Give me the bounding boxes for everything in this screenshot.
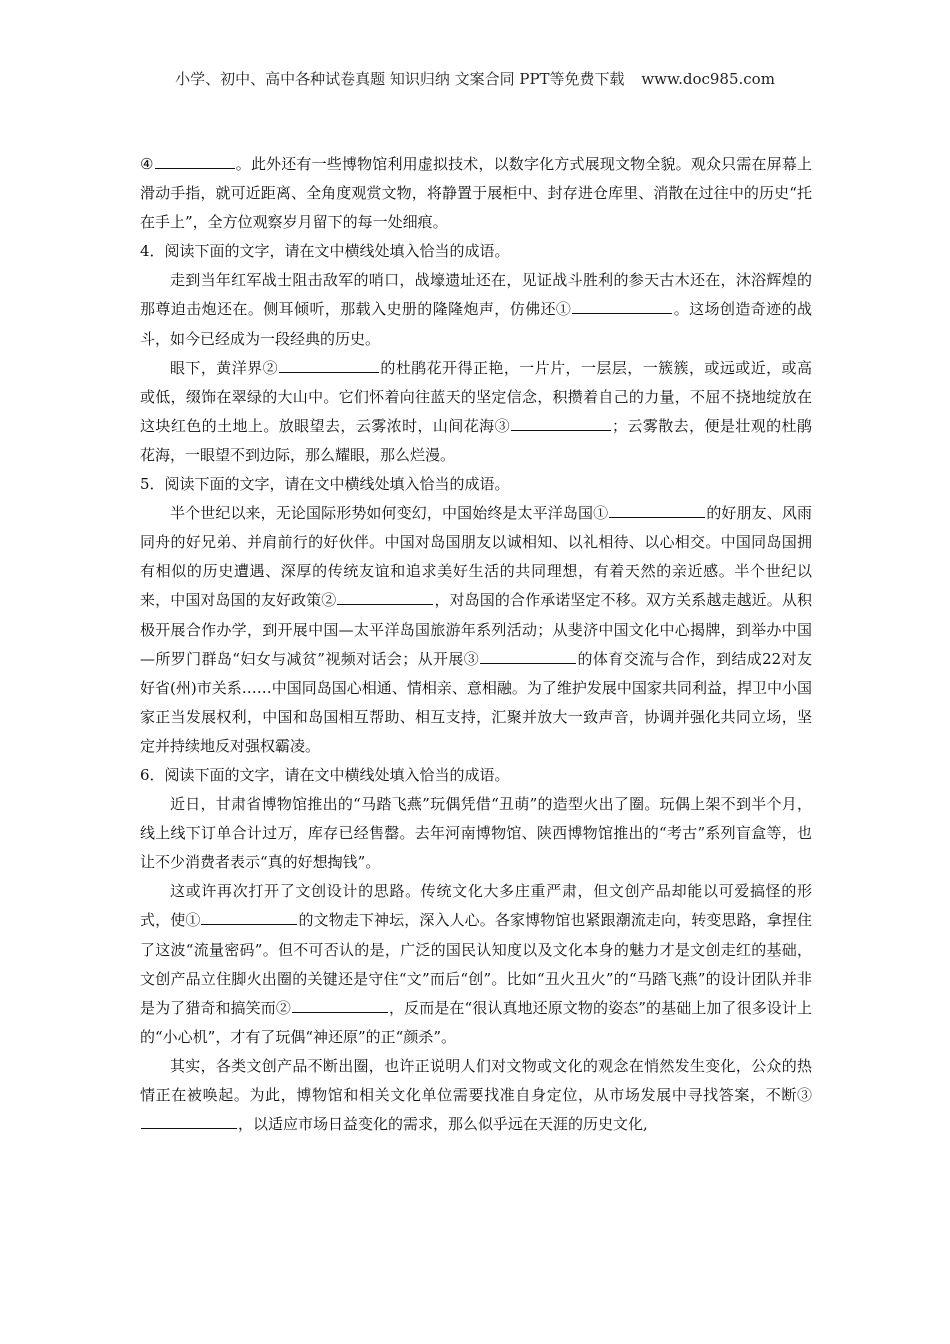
paragraph-text: 的文物走下神坛，深入人心。各家博物馆也紧跟潮流走向，转变思路，拿捏住了这波“流量密码”。但不可否认的是，广泛的国民认知度以及文化本身的魅力才是文创走红的基础，文创产品立住脚火出圈的关键还是守住“文”而后“创”。比如“丑火丑火”的“马踏飞燕”的设计团队并非是为了猎奇和搞笑而②: [140, 911, 812, 1017]
header-text: 小学、初中、高中各种试卷真题 知识归纳 文案合同 PPT等免费下载: [175, 70, 625, 88]
paragraph-text: 半个世纪以来，无论国际形势如何变幻，中国始终是太平洋岛国①: [170, 504, 609, 523]
paragraph-text: 这或许再次打开了文创设计的思路。传统文化大多庄重严肃，但文创产品却能以可爱搞怪的形式，使①: [140, 882, 812, 930]
paragraph-text: ，反而是在“很认真地还原文物的姿态”的基础上加了很多设计上的“小心机”，才有了玩偶“神还原”的正“颜杀”。: [140, 998, 812, 1046]
paragraph-text: 的好朋友、风雨同舟的好兄弟、并肩前行的好伙伴。中国对岛国朋友以诚相知、以礼相待、以心相交。中国同岛国拥有相似的历史遭遇、深厚的传统友谊和追求美好生活的共同理想，有着天然的亲近感。半个世纪以来，中国对岛国的友好政策②: [140, 504, 812, 610]
answer-blank: [141, 1111, 237, 1129]
paragraph-text: 的体育交流与合作，到结成22对友好省(州)市关系……中国同岛国心相通、情相亲、意相融。为了维护发展中国家共同利益，捍卫中小国家正当发展权利，中国和岛国相互帮助、相互支持，汇聚并放大一致声音，协调并强化共同立场，坚定并持续地反对强权霸凌。: [140, 649, 812, 755]
answer-blank: [572, 296, 672, 314]
header-url: www.doc985.com: [641, 70, 775, 88]
paragraph-text: ，对岛国的合作承诺坚定不移。双方关系越走越近。从积极开展合作办学，到开展中国—太平洋岛国旅游年系列活动；从斐济中国文化中心揭牌，到举办中国—所罗门群岛“妇女与减贫”视频对话会；从开展③: [140, 591, 812, 668]
q6-paragraph-1: 近日，甘肃省博物馆推出的“马踏飞燕”玩偶凭借“丑萌”的造型火出了圈。玩偶上架不到半个月，线上线下订单合计过万，库存已经售罄。去年河南博物馆、陕西博物馆推出的“考古”系列盲盒等，也让不少消费者表示“真的好想掏钱”。: [140, 795, 812, 872]
q6-paragraph-3: [140, 1052, 812, 1139]
paragraph-text: 。此外还有一些博物馆利用虚拟技术，以数字化方式展现文物全貌。观众只需在屏幕上滑动手指，就可近距离、全角度观赏文物，将静置于展柜中、封存进仓库里、消散在过往中的历史“托在手上”，全方位观察岁月留下的每一处细痕。: [140, 155, 812, 232]
paragraph-text: 的杜鹃花开得正艳，一片片，一层层，一簇簇，或远或近，或高或低，缀饰在翠绿的大山中。它们怀着向往蓝天的坚定信念，积攒着自己的力量，不屈不挠地绽放在这块红色的土地上。放眼望去，云雾浓时，山间花海③: [140, 358, 812, 435]
answer-blank: [480, 646, 576, 664]
document-body: [140, 150, 812, 1139]
answer-blank: [609, 500, 705, 518]
answer-blank: [279, 355, 379, 373]
answer-blank: [511, 413, 611, 431]
page-header: [0, 68, 950, 90]
answer-blank: [337, 587, 433, 605]
answer-blank: [155, 151, 235, 169]
q4-paragraph-1: [140, 266, 812, 353]
blank-marker: ④: [140, 155, 154, 173]
paragraph-text: ；云雾散去，便是壮观的杜鹃花海，一眼望不到边际，那么耀眼，那么烂漫。: [140, 416, 812, 464]
q4-paragraph-2: [140, 354, 812, 470]
q5-paragraph-1: [140, 499, 812, 761]
question-5-title: 5．阅读下面的文字，请在文中横线处填入恰当的成语。: [140, 475, 510, 494]
paragraph-text: 其实，各类文创产品不断出圈，也许正说明人们对文物或文化的观念在悄然发生变化，公众的热情正在被唤起。为此，博物馆和相关文化单位需要找准自身定位，从市场发展中寻找答案，不断③: [140, 1056, 812, 1104]
q6-paragraph-2: [140, 877, 812, 1052]
answer-blank: [201, 907, 297, 925]
question-6-title: 6．阅读下面的文字，请在文中横线处填入恰当的成语。: [140, 765, 510, 784]
paragraph-text: 。这场创造奇迹的战斗，如今已经成为一段经典的历史。: [140, 300, 812, 348]
answer-blank: [292, 995, 388, 1013]
paragraph-text: 眼下，黄洋界②: [170, 358, 278, 377]
paragraph-text: ，以适应市场日益变化的需求，那么似乎远在天涯的历史文化,: [238, 1115, 648, 1134]
paragraph-text: 走到当年红军战士阻击敌军的哨口，战壕遗址还在，见证战斗胜利的参天古木还在，沐浴辉煌的那尊迫击炮还在。侧耳倾听，那载入史册的隆隆炮声，仿佛还①: [140, 271, 812, 319]
q3-continuation: [140, 150, 812, 237]
question-4-title: 4．阅读下面的文字，请在文中横线处填入恰当的成语。: [140, 242, 510, 261]
